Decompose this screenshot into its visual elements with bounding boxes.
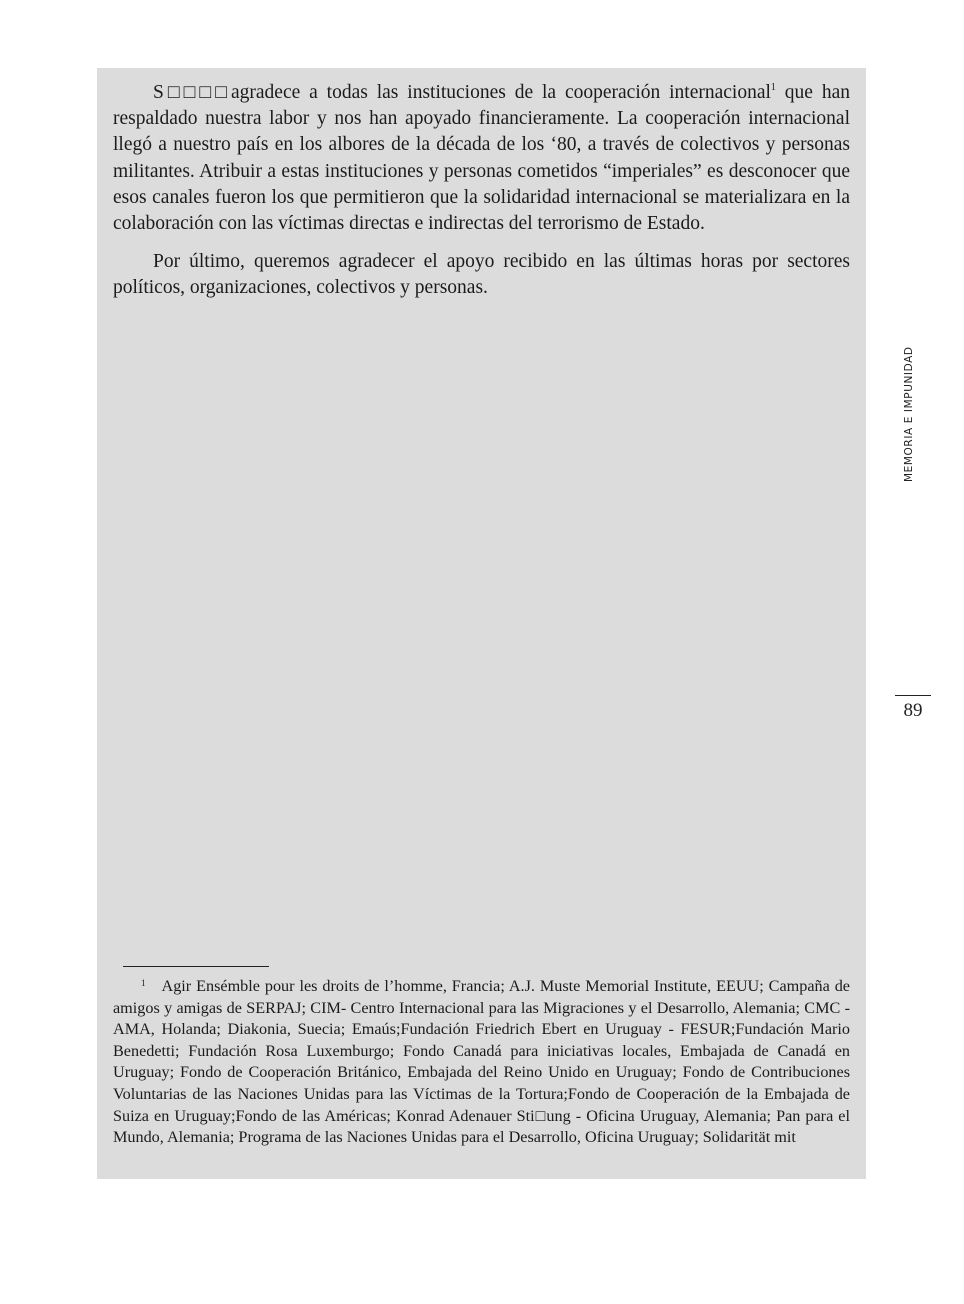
paragraph-acknowledgement [113,80,850,237]
footnote-divider [123,966,269,967]
body-text [113,80,850,314]
paragraph-1-text-continued: que han respaldado nuestra labor y nos han apoyado financieramente. La cooperación internacional llegó a nuestro país en los albores de la década de los ‘80, a través de colectivos y personas militantes. Atribuir a estas instituciones y personas cometidos “imperiales” es desconocer que esos canales fueron los que permitieron que la solidaridad internacional se materializara en la colaboración con las víctimas directas e indirectas del terrorismo de Estado. [113,82,850,235]
page-number: 89 [903,700,923,721]
footnote-marker: 1 [141,978,146,988]
paragraph-closing: Por último, queremos agradecer el apoyo recibido en las últimas horas por sectores políticos, organizaciones, colectivos y personas. [113,251,850,299]
running-section-title: MEMORIA E IMPUNIDAD [903,346,915,482]
page-number-rule [895,695,931,696]
footnote-text: Agir Ensémble pour les droits de l’homme, Francia; A.J. Muste Memorial Institute, EEUU; Campaña de amigos y amigas de SERPAJ; CIM- Centro Internacional para las Migraciones y el Desarrollo, Alemania; CMC - AMA, Holanda; Diakonia, Suecia; Emaús;Fundación Friedrich Ebert en Uruguay - FESUR;Fundación Mario Benedetti; Fundación Rosa Luxemburgo; Fondo Canadá para iniciativas locales, Embajada de Canadá en Uruguay; Fondo de Cooperación Británico, Embajada del Reino Unido en Uruguay; Fondo de Contribuciones Voluntarias de las Naciones Unidas para las Víctimas de la Tortura;Fondo de Cooperación de la Embajada de Suiza en Uruguay;Fondo de las Américas; Konrad Adenauer Sti□ung - Oficina Uruguay, Alemania; Pan para el Mundo, Alemania; Programa de las Naciones Unidas para el Desarrollo, Oficina Uruguay; Solidarität mit [113,977,850,1147]
paragraph-1-text: agradece a todas las instituciones de la cooperación internacional [231,82,771,103]
footnote-reference[interactable]: 1 [770,82,776,93]
footnote [113,973,850,1149]
organization-name-garbled: S□□□□ [153,82,231,103]
